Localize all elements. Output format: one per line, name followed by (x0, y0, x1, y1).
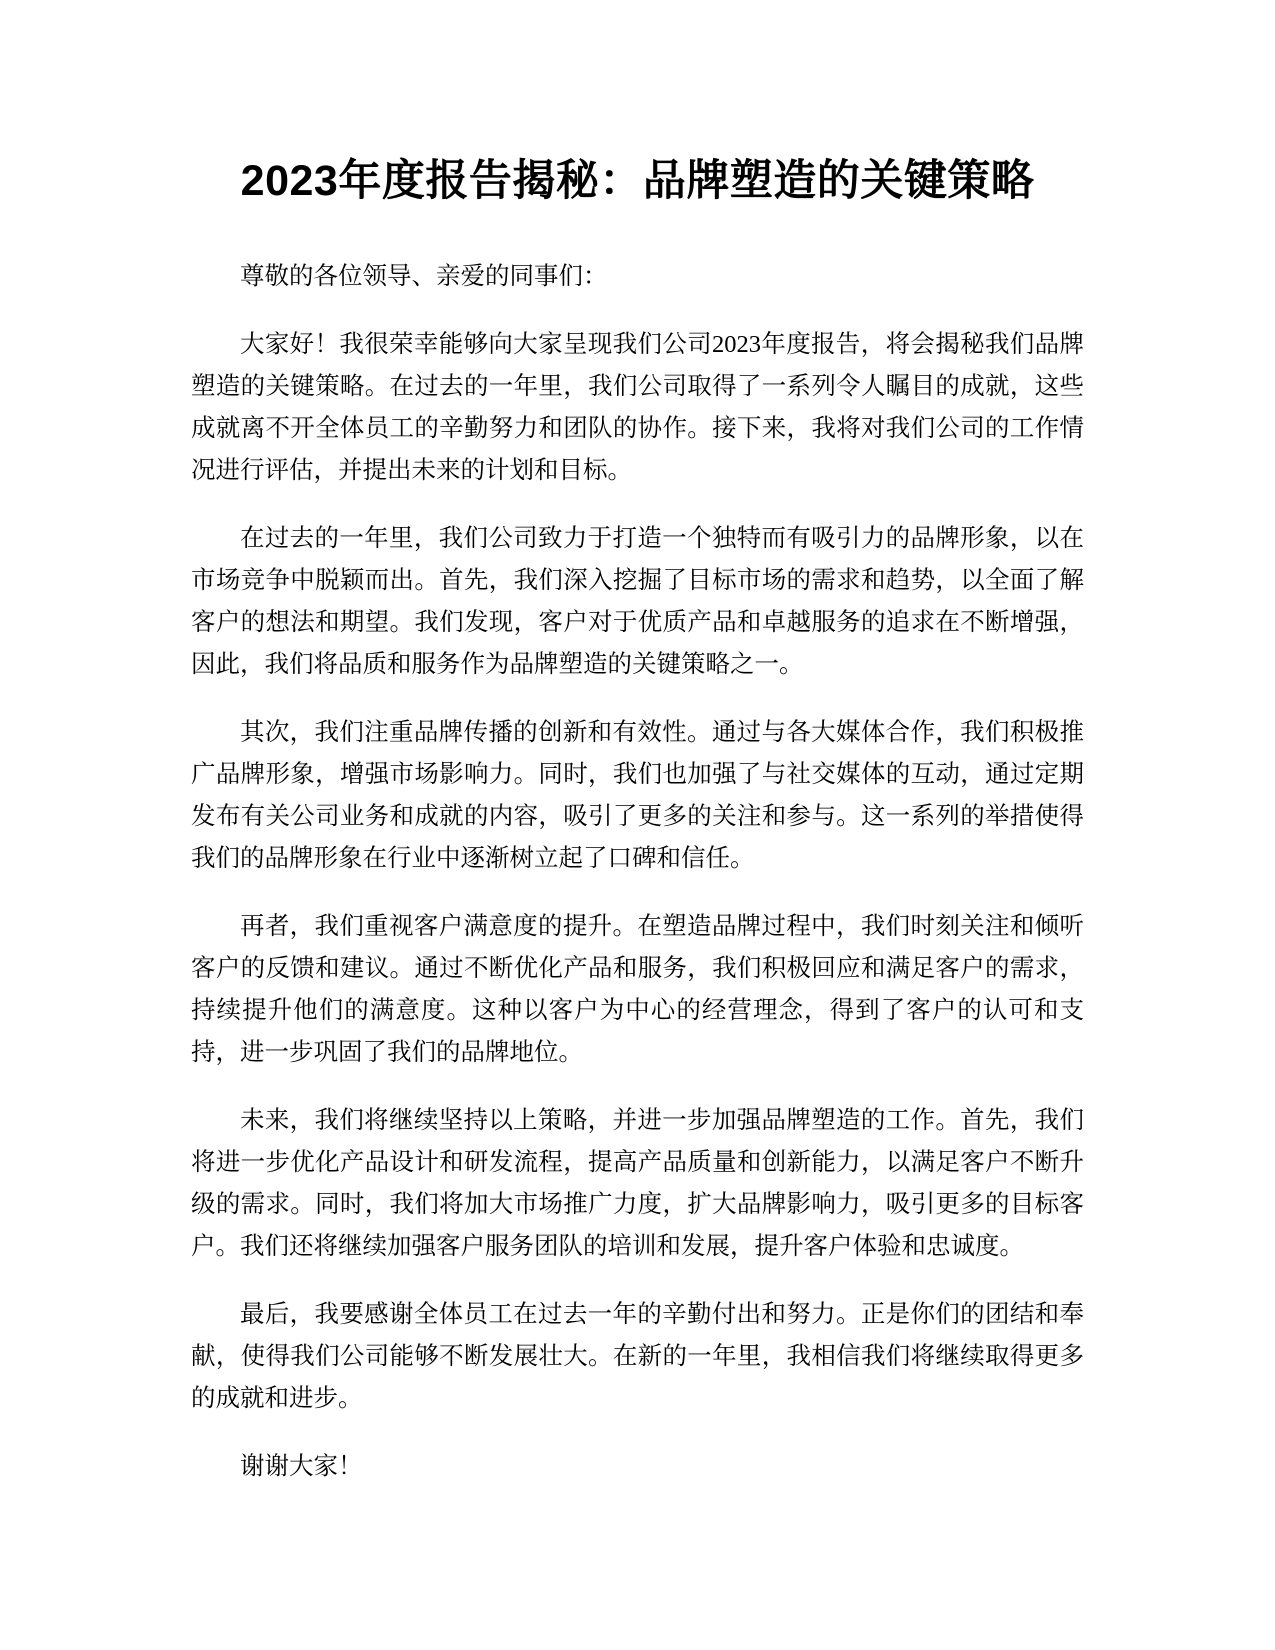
future-plan-paragraph: 未来，我们将继续坚持以上策略，并进一步加强品牌塑造的工作。首先，我们将进一步优化产品设计和研发流程，提高产品质量和创新能力，以满足客户不断升级的需求。同时，我们将加大市场推广力度，扩大品牌影响力，吸引更多的目标客户。我们还将继续加强客户服务团队的培训和发展，提升客户体验和忠诚度。 (191, 1107, 1084, 1260)
document-title: 2023年度报告揭秘：品牌塑造的关键策略 (240, 157, 1035, 205)
brand-image-paragraph: 在过去的一年里，我们公司致力于打造一个独特而有吸引力的品牌形象，以在市场竞争中脱颖而出。首先，我们深入挖掘了目标市场的需求和趋势，以全面了解客户的想法和期望。我们发现，客户对于优质产品和卓越服务的追求在不断增强，因此，我们将品质和服务作为品牌塑造的关键策略之一。 (191, 525, 1084, 678)
thanks-paragraph: 最后，我要感谢全体员工在过去一年的辛勤付出和努力。正是你们的团结和奉献，使得我们公司能够不断发展壮大。在新的一年里，我相信我们将继续取得更多的成就和进步。 (191, 1301, 1084, 1412)
customer-satisfaction-paragraph: 再者，我们重视客户满意度的提升。在塑造品牌过程中，我们时刻关注和倾听客户的反馈和建议。通过不断优化产品和服务，我们积极回应和满足客户的需求，持续提升他们的满意度。这种以客户为中心的经营理念，得到了客户的认可和支持，进一步巩固了我们的品牌地位。 (191, 913, 1084, 1066)
closing-paragraph: 谢谢大家！ (240, 1453, 363, 1480)
intro-paragraph: 大家好！我很荣幸能够向大家呈现我们公司2023年度报告，将会揭秘我们品牌塑造的关键策略。在过去的一年里，我们公司取得了一系列令人瞩目的成就，这些成就离不开全体员工的辛勤努力和团队的协作。接下来，我将对我们公司的工作情况进行评估，并提出未来的计划和目标。 (191, 331, 1084, 484)
salutation-paragraph: 尊敬的各位领导、亲爱的同事们： (240, 263, 608, 290)
brand-communication-paragraph: 其次，我们注重品牌传播的创新和有效性。通过与各大媒体合作，我们积极推广品牌形象，增强市场影响力。同时，我们也加强了与社交媒体的互动，通过定期发布有关公司业务和成就的内容，吸引了更多的关注和参与。这一系列的举措使得我们的品牌形象在行业中逐渐树立起了口碑和信任。 (191, 719, 1084, 872)
document-body (191, 256, 1084, 1488)
